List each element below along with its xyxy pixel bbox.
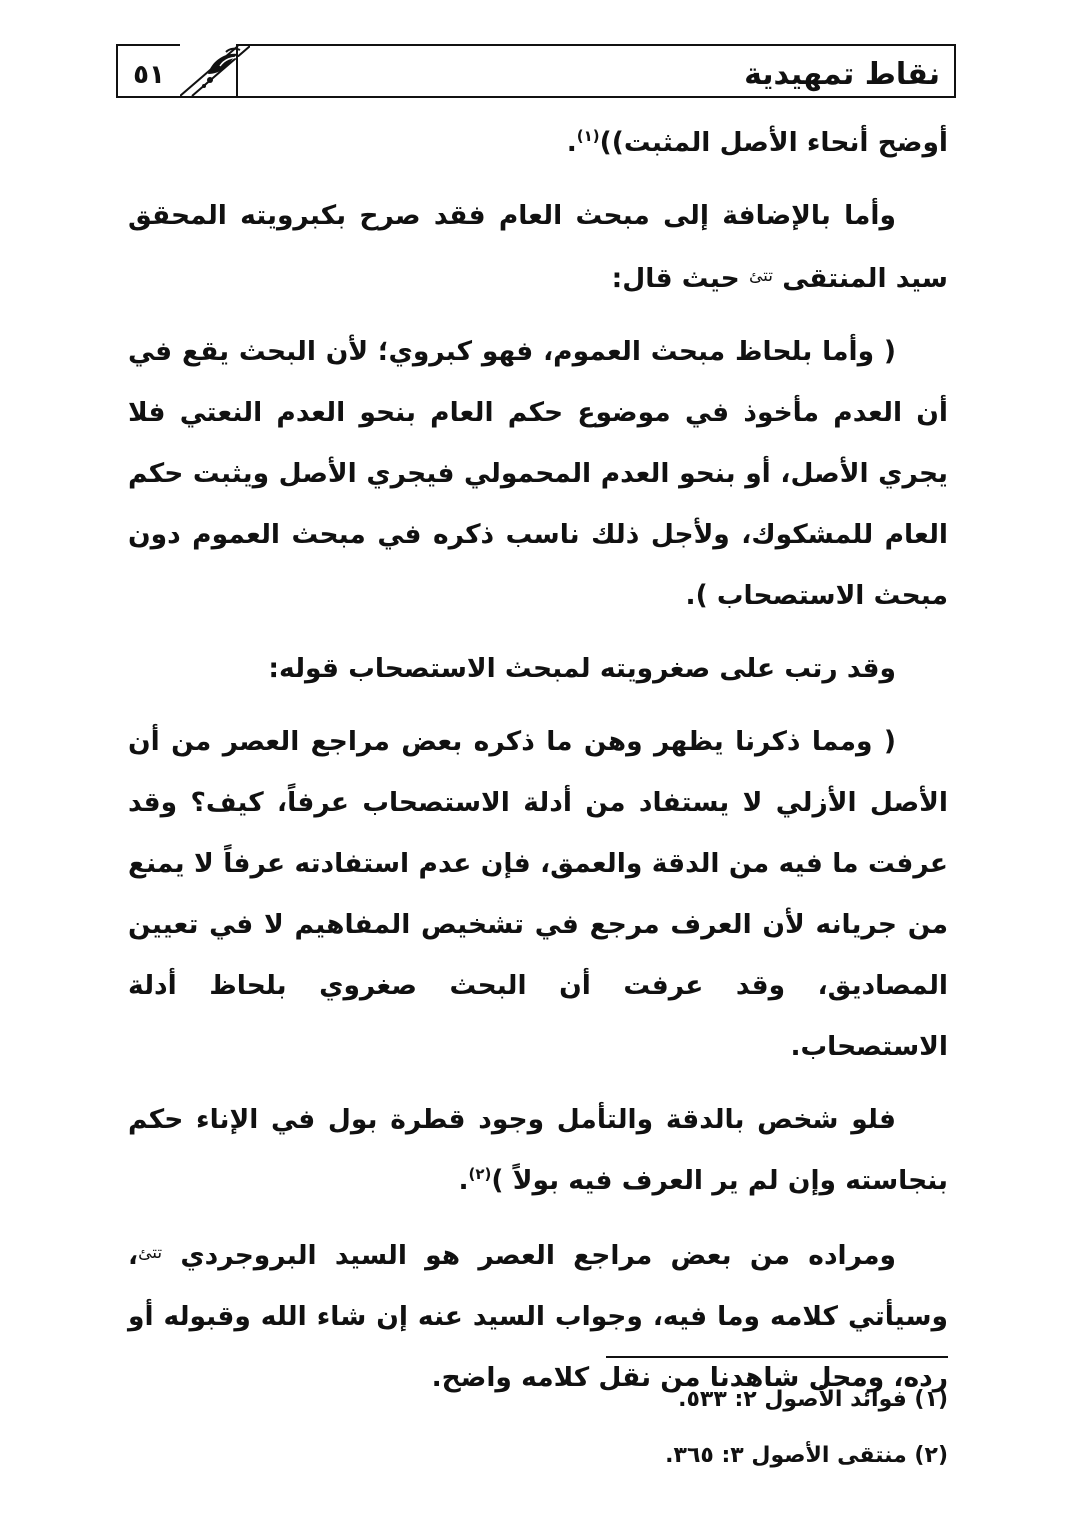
header-rule [116, 96, 956, 98]
footnote-separator [606, 1356, 948, 1358]
main-text [128, 112, 948, 1408]
footnote-marker: (١) [576, 127, 600, 146]
footnote: (١) فوائد الأصول ٢: ٥٣٣. [678, 1387, 948, 1412]
paragraph-tail: حيث قال: [611, 263, 749, 294]
page-number-box [116, 44, 180, 98]
paragraph [128, 185, 948, 309]
title-box [236, 44, 956, 98]
paragraph [128, 711, 948, 1077]
paragraph-tail: . [458, 1165, 469, 1196]
paragraph [128, 321, 948, 626]
footnotes [128, 1372, 948, 1484]
page-header [116, 44, 956, 98]
footnote-marker: (٢) [468, 1165, 492, 1184]
paragraph-text: وقد رتب على صغرويته لمبحث الاستصحاب قوله: [268, 653, 896, 684]
paragraph-tail: ، وسيأتي كلامه وما فيه، وجواب السيد عنه إن شاء الله وقبوله أو رده، ومحل شاهدنا من نقل كلامه واضح. [128, 1240, 948, 1393]
paragraph [128, 638, 948, 699]
paragraph-text: فلو شخص بالدقة والتأمل وجود قطرة بول في الإناء حكم بنجاسته وإن لم ير العرف فيه بولاً ) [128, 1104, 948, 1196]
paragraph-text: ( وأما بلحاظ مبحث العموم، فهو كبروي؛ لأن البحث يقع في أن العدم مأخوذ في موضوع حكم العام بنحو العدم النعتي فلا يجري الأصل، أو بنحو العدم المحمولي فيجري الأصل ويثبت حكم العام للمشكوك، ولأجل ذلك ناسب ذكره في مبحث العموم دون مبحث الاستصحاب ). [128, 336, 948, 611]
footnote: (٢) منتقى الأصول ٣: ٣٦٥. [665, 1443, 948, 1468]
honorific-mark: تتئ [749, 266, 774, 286]
paragraph [128, 1089, 948, 1211]
paragraph [128, 112, 948, 173]
honorific-mark: تتئ [138, 1243, 163, 1263]
paragraph-text: وأما بالإضافة إلى مبحث العام فقد صرح بكبرويته المحقق سيد المنتقى [128, 200, 948, 294]
paragraph-text: أوضح أنحاء الأصل المثبت)) [599, 127, 948, 158]
paragraph-tail: . [566, 127, 577, 158]
paragraph-text: ومراده من بعض مراجع العصر هو السيد البروجردي [180, 1240, 896, 1271]
page-title: نقاط تمهيدية [744, 57, 940, 92]
paragraph-text: ( ومما ذكرنا يظهر وهن ما ذكره بعض مراجع العصر من أن الأصل الأزلي لا يستفاد من أدلة الاستصحاب عرفاً، كيف؟ وقد عرفت ما فيه من الدقة والعمق، فإن عدم استفادته عرفاً لا يمنع من جريانه لأن العرف مرجع في تشخيص المفاهيم لا في تعيين المصاديق، وقد عرفت أن البحث صغروي بلحاظ أدلة الاستصحاب. [128, 726, 948, 1062]
page-number: ٥١ [133, 60, 165, 90]
